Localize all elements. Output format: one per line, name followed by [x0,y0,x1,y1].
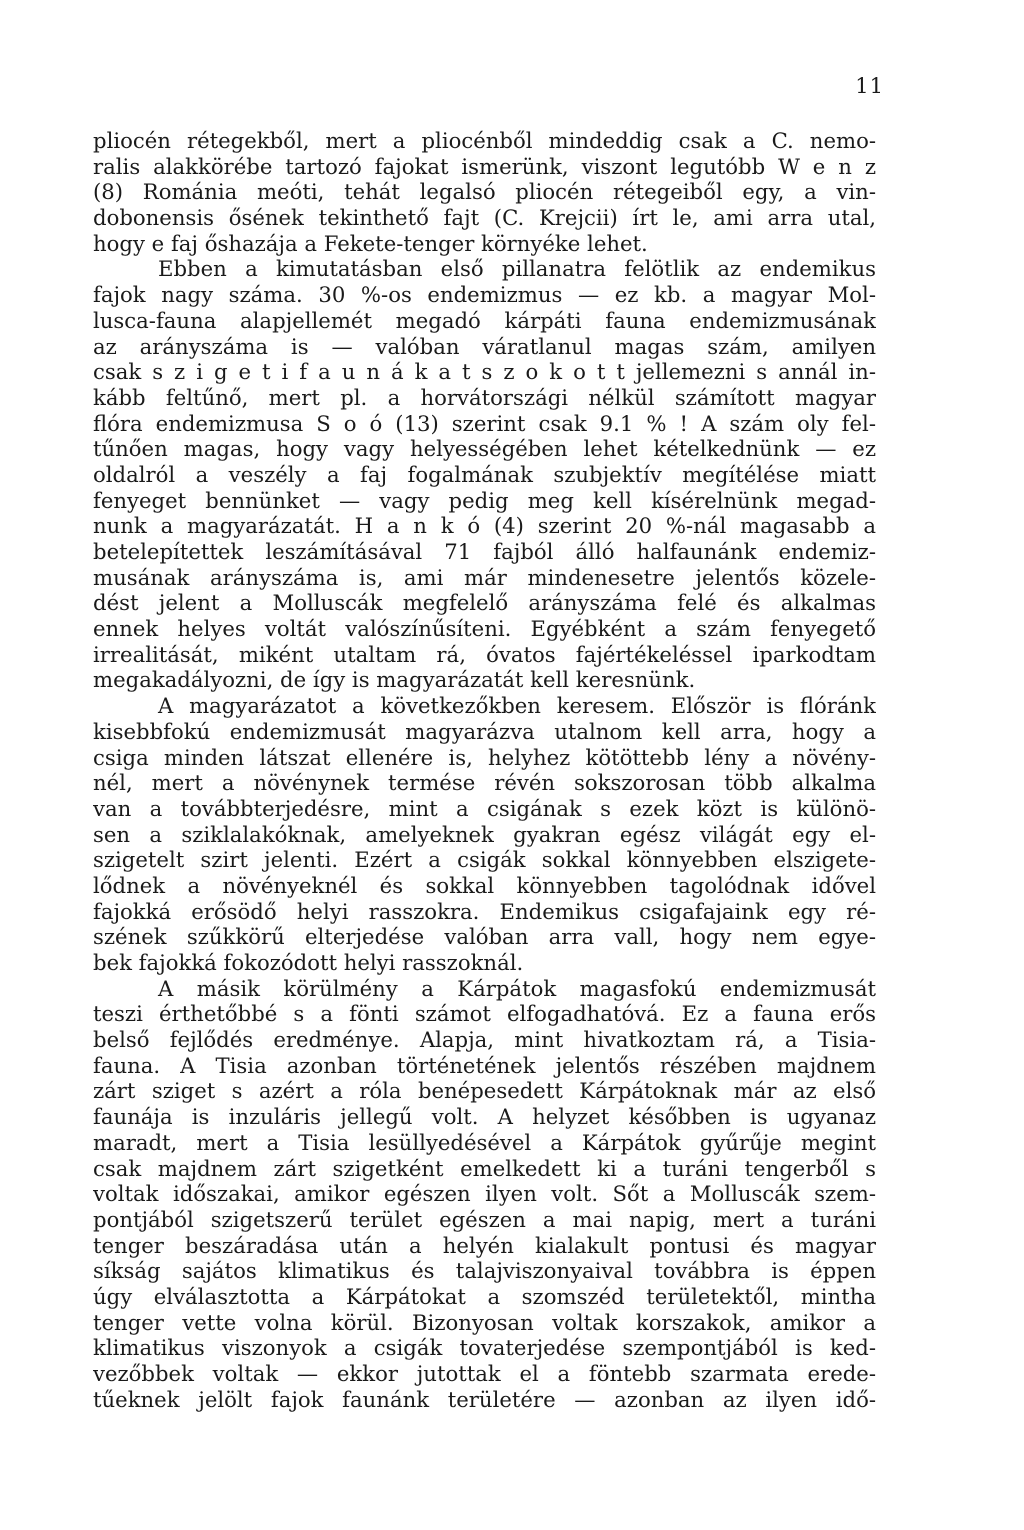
text-line: tenger beszáradása után a helyén kialakult pontusi és magyar [93,1232,876,1258]
text-line: fajok nagy száma. 30 %-os endemizmus — ez kb. a magyar Mol- [93,282,876,308]
text-line: csak majdnem zárt szigetként emelkedett ki a turáni tengerből s [93,1155,876,1181]
text-line: tenger vette volna körül. Bizonyosan voltak korszakok, amikor a [93,1309,876,1335]
text-line: zárt sziget s azért a róla benépesedett Kárpátoknak már az első [93,1078,876,1104]
text-line: belső fejlődés eredménye. Alapja, mint hivatkoztam rá, a Tisia- [93,1027,876,1053]
text-line: klimatikus viszonyok a csigák tovaterjedése szempontjából is ked- [93,1335,876,1361]
text-line: pliocén rétegekből, mert a pliocénből mindeddig csak a C. nemo- [93,128,876,153]
text-line: tűeknek jelölt fajok faunánk területére — azonban az ilyen idő- [93,1386,876,1412]
text-line: flóra endemizmusa S o ó (13) szerint csak 9.1 % ! A szám oly fel- [93,410,876,436]
text-line: (8) Románia meóti, tehát legalsó pliocén rétegeiből egy, a vin- [93,179,876,205]
page-number: 11 [855,74,884,98]
text-line: van a továbbterjedésre, mint a csigának s ezek közt is különö- [93,795,876,821]
text-line: fajokká erősödő helyi rasszokra. Endemikus csigafajaink egy ré- [93,898,876,924]
text-line: pontjából szigetszerű terület egészen a mai napig, mert a turáni [93,1206,876,1232]
text-line: ralis alakkörébe tartozó fajokat ismerünk, viszont legutóbb W e n z [93,153,876,179]
text-line: bek fajokká fokozódott helyi rasszoknál. [93,950,524,975]
text-line: vezőbbek voltak — ekkor jutottak el a föntebb szarmata erede- [93,1361,876,1386]
text-line: fenyeget bennünket — vagy pedig meg kell kísérelnünk megad- [93,487,876,513]
text-line: lusca-fauna alapjellemét megadó kárpáti fauna endemizmusának [93,307,876,333]
text-line: ennek helyes voltát valószínűsíteni. Egyébként a szám fenyegető [93,616,876,642]
text-line: dobonensis ősének tekinthető fajt (C. Krejcii) írt le, ami arra utal, [93,205,876,231]
text-line: úgy elválasztotta a Kárpátokat a szomszéd területektől, mintha [93,1283,876,1309]
text-line: fauna. A Tisia azonban történetének jelentős részében majdnem [93,1052,876,1078]
text-line: megakadályozni, de így is magyarázatát kell keresnünk. [93,667,696,693]
text-line: kisebbfokú endemizmusát magyarázva utalnom kell arra, hogy a [93,718,876,744]
text-line: irrealitását, miként utaltam rá, óvatos fajértékeléssel iparkodtam [93,641,876,667]
text-line: teszi érthetőbbé s a fönti számot elfogadhatóvá. Ez a fauna erős [93,1001,876,1027]
text-line: nél, mert a növénynek termése révén sokszorosan több alkalma [93,770,876,796]
text-line: kább feltűnő, mert pl. a horvátországi nélkül számított magyar [93,384,876,410]
text-line: A másik körülmény a Kárpátok magasfokú endemizmusát [158,975,876,1001]
text-line: síkság sajátos klimatikus és talajviszonyaival továbbra is éppen [93,1258,876,1284]
text-line: tűnően magas, hogy vagy helyességében lehet kételkednünk — ez [93,436,876,462]
text-line: sen a sziklalakóknak, amelyeknek gyakran egész világát egy el- [93,821,876,847]
text-line: szigetelt szirt jelenti. Ezért a csigák sokkal könnyebben elszigete- [93,847,876,873]
text-line: oldalról a veszély a faj fogalmának szubjektív megítélése miatt [93,461,876,487]
body-text [93,128,876,1412]
text-line: faunája is inzuláris jellegű volt. A helyzet későbben is ugyanaz [93,1104,876,1130]
text-line: A magyarázatot a következőkben keresem. Először is flóránk [158,693,876,719]
text-line: nunk a magyarázatát. H a n k ó (4) szerint 20 %-nál magasabb a [93,513,876,539]
text-line: csak s z i g e t i f a u n á k a t s z o k o t t jellemezni s annál in- [93,359,876,385]
text-line: csiga minden látszat ellenére is, helyhez kötöttebb lény a növény- [93,744,876,770]
text-line: az arányszáma is — valóban váratlanul magas szám, amilyen [93,333,876,359]
text-line: szének szűkkörű elterjedése valóban arra vall, hogy nem egye- [93,924,876,950]
text-line: hogy e faj őshazája a Fekete-tenger környéke lehet. [93,230,648,256]
text-line: musának arányszáma is, ami már mindenesetre jelentős közele- [93,564,876,590]
text-line: maradt, mert a Tisia lesüllyedésével a Kárpátok gyűrűje megint [93,1129,876,1155]
text-line: voltak időszakai, amikor egészen ilyen volt. Sőt a Molluscák szem- [93,1181,876,1207]
text-line: betelepítettek leszámításával 71 fajból álló halfaunánk endemiz- [93,539,876,564]
text-line: lődnek a növényeknél és sokkal könnyebben tagolódnak idővel [93,872,876,898]
text-line: Ebben a kimutatásban első pillanatra felötlik az endemikus [158,256,876,282]
text-line: dést jelent a Molluscák megfelelő arányszáma felé és alkalmas [93,590,876,616]
